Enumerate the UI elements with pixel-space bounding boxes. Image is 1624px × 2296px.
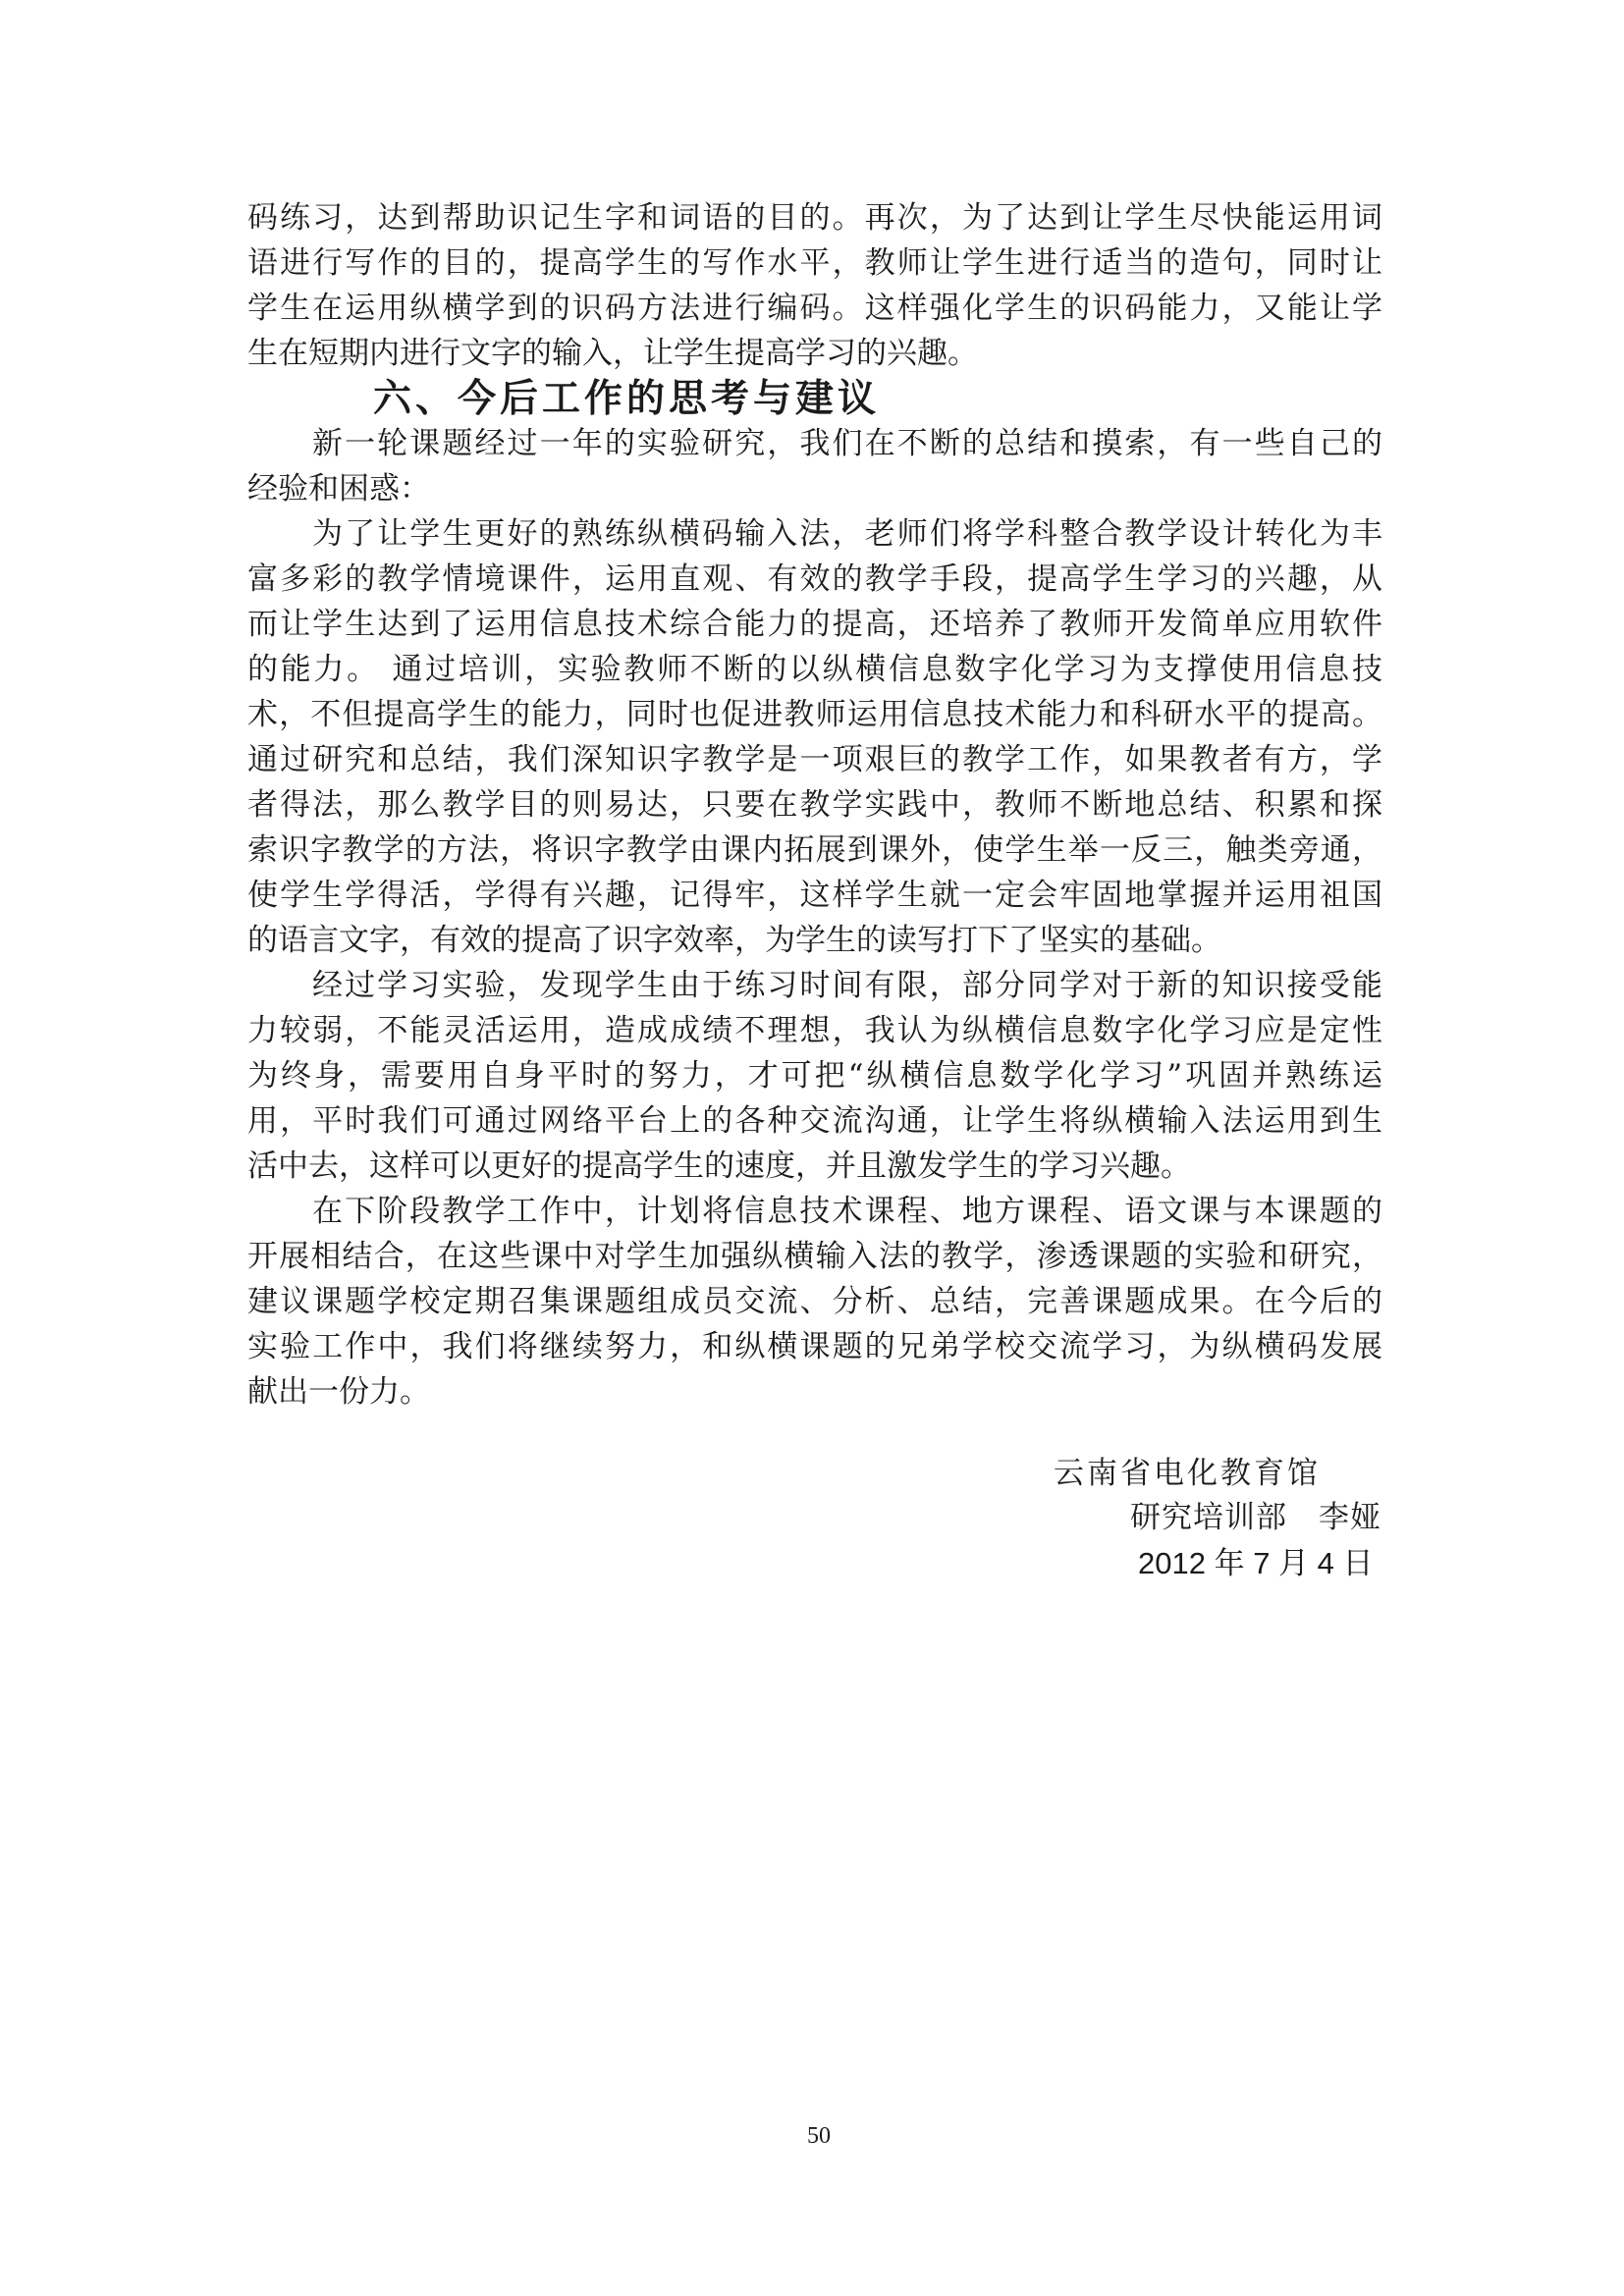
- text-line: 新一轮课题经过一年的实验研究，我们在不断的总结和摸索，有一些自己的: [312, 426, 1382, 461]
- text-line: 经过学习实验，发现学生由于练习时间有限，部分同学对于新的知识接受能: [312, 968, 1382, 1003]
- section-heading: 六、今后工作的思考与建议: [373, 376, 881, 421]
- text-line: 为终身，需要用自身平时的努力，才可把“纵横信息数学化学习”巩固并熟练运: [247, 1058, 1382, 1094]
- paragraph: [247, 421, 1382, 511]
- section-paragraphs: [247, 421, 1382, 1415]
- text-line: 活中去，这样可以更好的提高学生的速度，并且激发学生的学习兴趣。: [247, 1148, 1191, 1184]
- paragraph: [247, 1189, 1382, 1415]
- text-line: 在下阶段教学工作中，计划将信息技术课程、地方课程、语文课与本课题的: [312, 1194, 1382, 1229]
- signature-department-author: 研究培训部 李娅: [1130, 1500, 1381, 1535]
- text-line: 富多彩的教学情境课件，运用直观、有效的教学手段，提高学生学习的兴趣，从: [247, 561, 1382, 597]
- text-line: 献出一份力。: [247, 1374, 430, 1410]
- text-line: 实验工作中，我们将继续努力，和纵横课题的兄弟学校交流学习，为纵横码发展: [247, 1329, 1382, 1364]
- text-line: 的能力。 通过培训，实验教师不断的以纵横信息数字化学习为支撑使用信息技: [247, 652, 1382, 687]
- text-line: 经验和困惑：: [247, 471, 430, 507]
- signature-date: 2012 年 7 月 4 日: [1138, 1546, 1374, 1580]
- text-line: 而让学生达到了运用信息技术综合能力的提高，还培养了教师开发简单应用软件: [247, 607, 1382, 642]
- text-line: 建议课题学校定期召集课题组成员交流、分析、总结，完善课题成果。在今后的: [247, 1284, 1382, 1319]
- text-line: 语进行写作的目的，提高学生的写作水平，教师让学生进行适当的造句，同时让: [247, 245, 1382, 281]
- text-line: 术，不但提高学生的能力，同时也促进教师运用信息技术能力和科研水平的提高。: [247, 697, 1382, 732]
- continued-paragraph: [247, 195, 1382, 376]
- text-line: 通过研究和总结，我们深知识字教学是一项艰巨的教学工作，如果教者有方，学: [247, 742, 1382, 777]
- signature-organization: 云南省电化教育馆: [1054, 1456, 1321, 1491]
- text-line: 学生在运用纵横学到的识码方法进行编码。这样强化学生的识码能力，又能让学: [247, 291, 1382, 326]
- text-line: 生在短期内进行文字的输入，让学生提高学习的兴趣。: [247, 336, 978, 371]
- text-line: 的语言文字，有效的提高了识字效率，为学生的读写打下了坚实的基础。: [247, 923, 1221, 958]
- paragraph: [247, 963, 1382, 1189]
- text-line: 开展相结合，在这些课中对学生加强纵横输入法的教学，渗透课题的实验和研究，: [247, 1239, 1382, 1274]
- text-line: 为了让学生更好的熟练纵横码输入法，老师们将学科整合教学设计转化为丰: [312, 516, 1382, 552]
- text-line: 者得法，那么教学目的则易达，只要在教学实践中，教师不断地总结、积累和探: [247, 787, 1382, 823]
- text-line: 使学生学得活，学得有兴趣，记得牢，这样学生就一定会牢固地掌握并运用祖国: [247, 878, 1382, 913]
- text-line: 索识字教学的方法，将识字教学由课内拓展到课外，使学生举一反三，触类旁通，: [247, 832, 1382, 868]
- text-line: 码练习，达到帮助识记生字和词语的目的。再次，为了达到让学生尽快能运用词: [247, 200, 1382, 236]
- paragraph: [247, 511, 1382, 963]
- document-body: [247, 195, 1382, 1415]
- page-number: 50: [807, 2123, 831, 2149]
- text-line: 力较弱，不能灵活运用，造成成绩不理想，我认为纵横信息数字化学习应是定性: [247, 1013, 1382, 1048]
- text-line: 用，平时我们可通过网络平台上的各种交流沟通，让学生将纵横输入法运用到生: [247, 1103, 1382, 1139]
